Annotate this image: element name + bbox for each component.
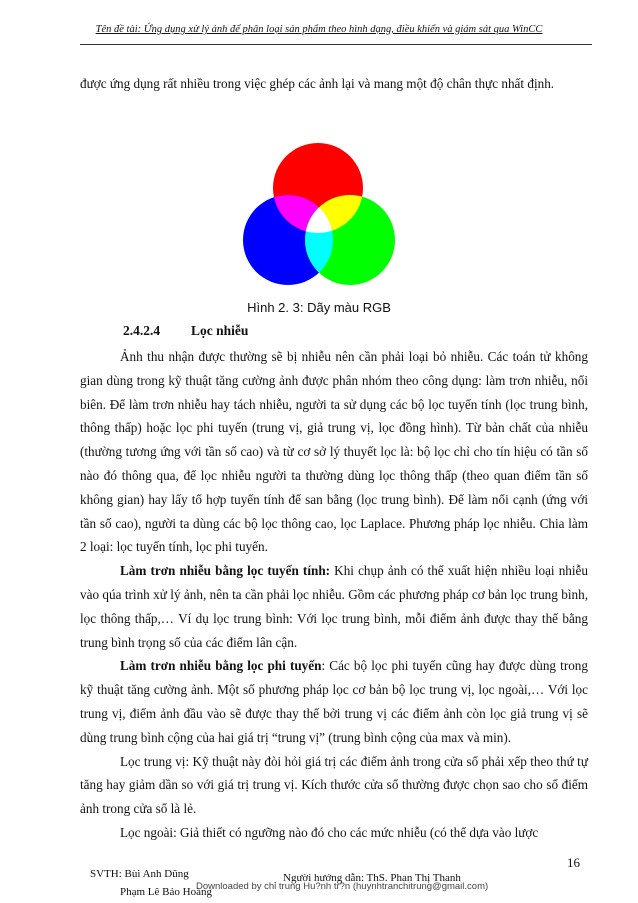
footer-advisor: Người hướng dẫn: ThS. Phan Thị Thanh <box>283 872 461 884</box>
linear-filter-term: Làm trơn nhiễu bằng lọc tuyến tính: <box>120 563 331 579</box>
nonlinear-filter-term: Làm trơn nhiễu bằng lọc phi tuyến <box>120 658 322 674</box>
paragraph-median-filter: Lọc trung vị: Kỹ thuật này đòi hỏi giá trị các điểm ảnh trong cửa sổ phải xếp theo thứ tự tăng hay giảm dần so với giá trị trung vị. Kích thước cửa sổ thường được chọn sao cho số điểm ảnh trong cửa sổ là lẻ. <box>80 753 588 817</box>
rgb-venn-figure <box>228 140 408 302</box>
body-text <box>80 345 588 845</box>
student-name-1: SVTH: Bùi Anh Dũng <box>90 868 189 880</box>
nonlinear-filter-text: : Các bộ lọc phi tuyến cũng hay được dùng trong kỹ thuật tăng cường ảnh. Một số phương pháp lọc cơ bản bộ lọc trung vị, lọc ngoài,… Với lọc trung vị, điểm ảnh đầu vào sẽ được thay thế bởi trung vị các điểm ảnh còn lọc giả trung vị sẽ dùng trung bình cộng của hai giá trị “trung vị” (trung bình cộng của max và min). <box>80 658 588 745</box>
paragraph-nonlinear-filter <box>80 654 588 749</box>
section-title: Lọc nhiễu <box>191 323 249 338</box>
student-name-2: Phạm Lê Bảo Hoàng <box>120 886 212 898</box>
intro-paragraph: được ứng dụng rất nhiều trong việc ghép các ảnh lại và mang một độ chân thực nhất định. <box>80 76 555 91</box>
paragraph-outer-filter: Lọc ngoài: Giả thiết có ngưỡng nào đó cho các mức nhiễu (có thể dựa vào lược <box>120 824 539 840</box>
header-title: Tên đề tài: Ứng dụng xử lý ảnh để phân loại sản phẩm theo hình dạng, điều khiển và giám sát qua WinCC <box>95 24 543 35</box>
linear-filter-text: Khi chụp ảnh có thể xuất hiện nhiều loại nhiễu vào qúa trình xử lý ảnh, nên ta cần phải lọc nhiễu. Gồm các phương pháp cơ bản lọc trung bình, lọc thông thấp,… Ví dụ lọc trung bình: Với lọc trung bình, mỗi điểm ảnh được thay thế bằng trung bình trọng số của các điểm lân cận. <box>80 563 589 650</box>
section-number: 2.4.2.4 <box>123 323 161 338</box>
figure-caption: Hình 2. 3: Dãy màu RGB <box>247 300 391 315</box>
running-header <box>0 24 638 35</box>
page-number: 16 <box>567 855 580 870</box>
header-divider <box>80 44 592 45</box>
download-watermark: Downloaded by chỉ trung Hu?nh tr?n (huynhtranchitrung@gmail.com) <box>196 881 489 892</box>
section-heading <box>123 323 248 339</box>
paragraph-noise-intro: Ảnh thu nhận được thường sẽ bị nhiễu nên cần phải loại bỏ nhiễu. Các toán tử không gian dùng trong kỹ thuật tăng cường ảnh được phân nhóm theo công dụng: làm trơn nhiễu, nổi biên. Để làm trơn nhiễu hay tách nhiễu, người ta sử dụng các bộ lọc tuyến tính (lọc trung bình, thông thấp) hoặc lọc phi tuyến (trung vị, giả trung vị, lọc đồng hình). Từ bản chất của nhiễu (thường tương ứng với tần số cao) và từ cơ sở lý thuyết lọc là: bộ lọc chỉ cho tín hiệu có tần số nào đó thông qua, để lọc nhiễu người ta thường dùng lọc thông thấp (theo quan điểm tần số không gian) hay lấy tổ hợp tuyến tính để san bằng (lọc trung bình). Để làm nổi cạnh (ứng với tần số cao), người ta dùng các bộ lọc thông cao, lọc Laplace. Phương pháp lọc nhiễu. Chia làm 2 loại: lọc tuyến tính, lọc phi tuyến. <box>80 349 588 555</box>
paragraph-linear-filter <box>80 559 588 654</box>
footer-students <box>90 865 212 901</box>
